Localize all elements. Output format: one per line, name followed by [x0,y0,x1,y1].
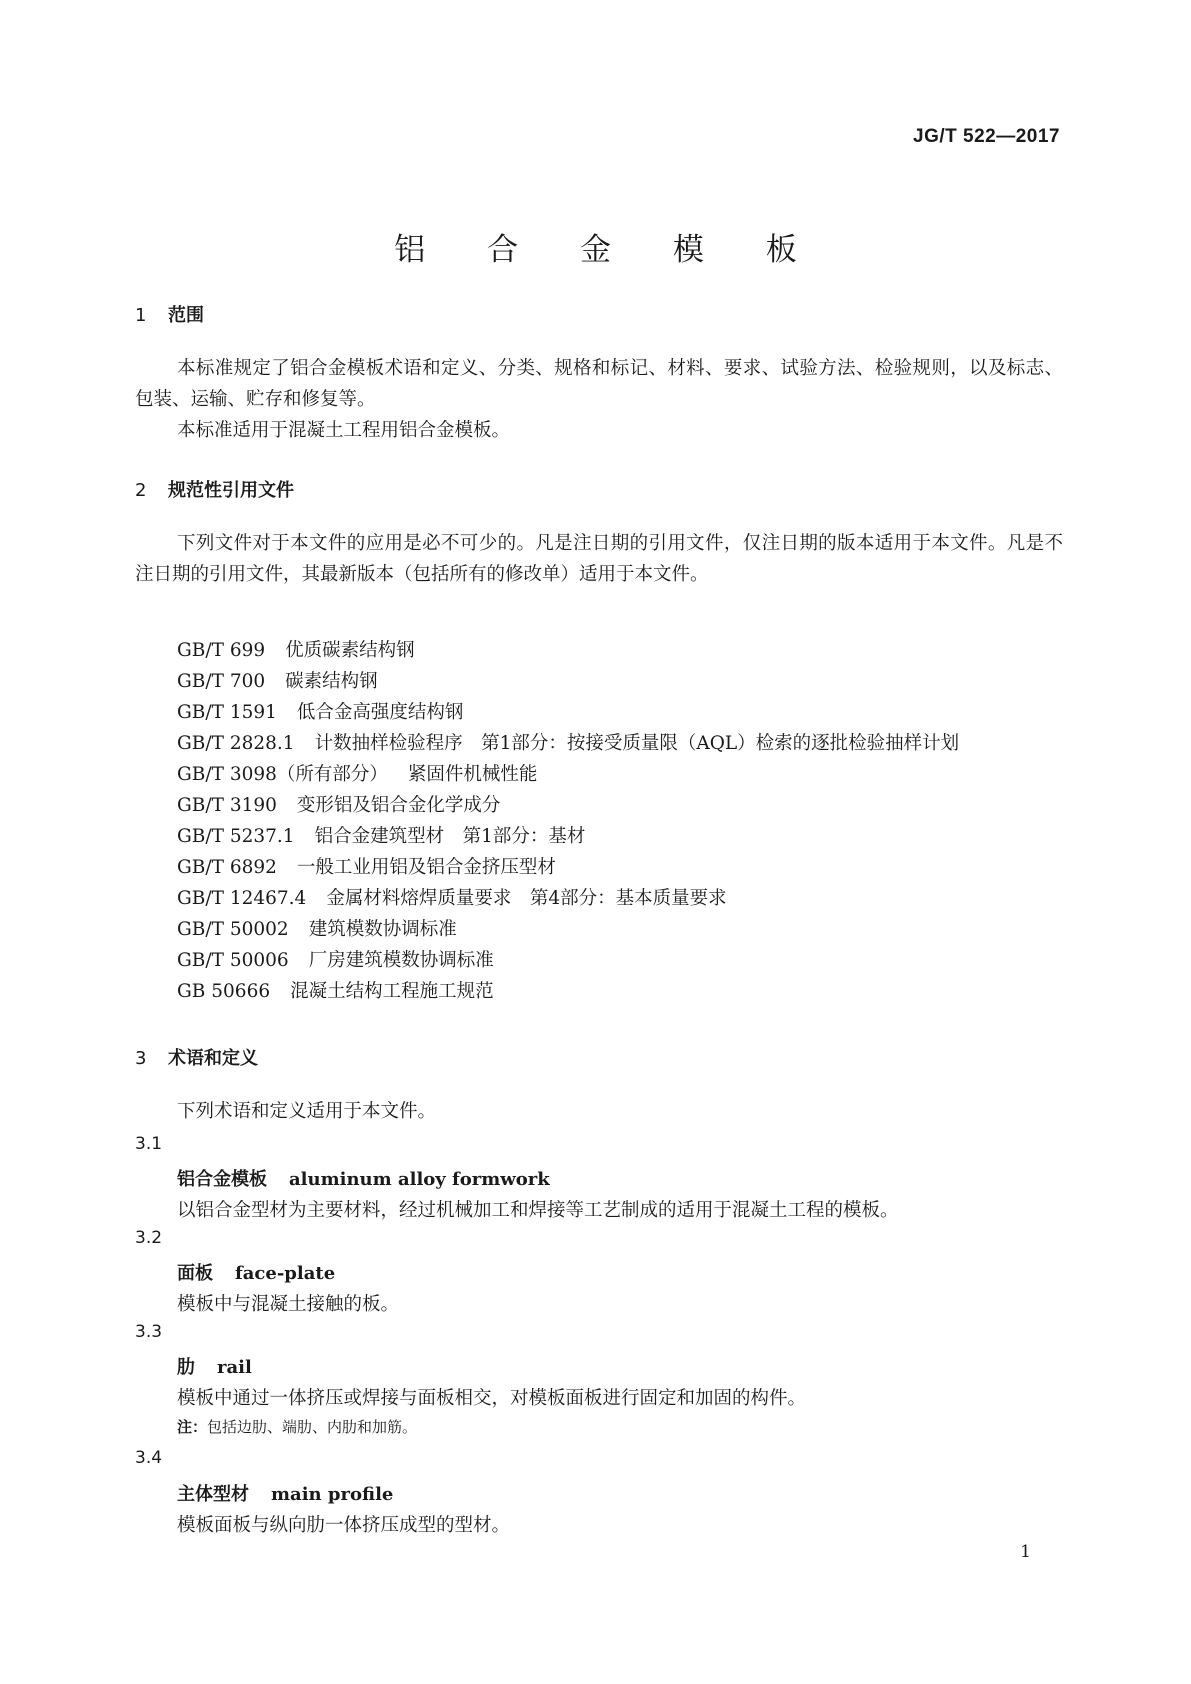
reference-item [177,821,959,852]
term-definition: 以铝合金型材为主要材料，经过机械加工和焊接等工艺制成的适用于混凝土工程的模板。 [177,1200,899,1221]
reference-item [177,728,959,759]
document-title: 铝 合 金 模 板 [394,232,823,268]
section-number: 2 [135,480,147,501]
reference-item [177,945,959,976]
reference-item [177,635,959,666]
term-zh: 主体型材 [177,1484,249,1505]
reference-title: 优质碳素结构钢 [285,640,415,661]
reference-code: GB/T 12467.4 [177,888,307,909]
term-en: aluminum alloy formwork [289,1169,550,1190]
reference-code: GB/T 2828.1 [177,733,295,754]
term-en: face-plate [235,1263,336,1284]
section-title: 范围 [168,305,204,326]
reference-code: GB/T 700 [177,671,266,692]
note-label: 注： [177,1418,208,1436]
term-heading [177,1480,393,1506]
paragraph: 下列术语和定义适用于本文件。 [177,1101,437,1122]
reference-item [177,759,959,790]
reference-item [177,790,959,821]
term-note [177,1416,417,1437]
reference-code: GB/T 6892 [177,857,277,878]
reference-title: 计数抽样检验程序 第1部分：按接受质量限（AQL）检索的逐批检验抽样计划 [314,733,960,754]
reference-item [177,976,959,1007]
reference-title: 金属材料熔焊质量要求 第4部分：基本质量要求 [326,888,727,909]
reference-title: 混凝土结构工程施工规范 [290,981,494,1002]
paragraph: 本标准适用于混凝土工程用铝合金模板。 [177,420,511,441]
section-number: 1 [135,305,147,326]
term-zh: 肋 [177,1357,195,1378]
reference-title: 一般工业用铝及铝合金挤压型材 [296,857,556,878]
term-definition: 模板中通过一体挤压或焊接与面板相交，对模板面板进行固定和加固的构件。 [177,1388,807,1409]
standard-number: JG/T 522—2017 [913,126,1060,147]
reference-title: 碳素结构钢 [285,671,378,692]
page-number: 1 [1020,1542,1031,1562]
reference-title: 低合金高强度结构钢 [296,702,464,723]
reference-title: 变形铝及铝合金化学成分 [296,795,501,816]
reference-item [177,883,959,914]
term-definition: 模板中与混凝土接触的板。 [177,1294,400,1315]
reference-list [177,635,959,1007]
section-title: 术语和定义 [168,1048,258,1069]
term-zh: 面板 [177,1263,213,1284]
reference-code: GB/T 3098（所有部分） [177,764,388,785]
section-number: 3 [135,1048,147,1069]
term-definition: 模板面板与纵向肋一体挤压成型的型材。 [177,1515,511,1536]
clause-number: 3.1 [135,1134,163,1154]
reference-item [177,697,959,728]
reference-code: GB/T 1591 [177,702,277,723]
clause-number: 3.3 [135,1322,163,1342]
term-zh: 铝合金模板 [177,1169,267,1190]
term-en: rail [217,1357,252,1378]
term-heading [177,1353,252,1379]
reference-title: 铝合金建筑型材 第1部分：基材 [314,826,586,847]
reference-item [177,914,959,945]
reference-item [177,666,959,697]
clause-number: 3.4 [135,1448,163,1468]
section-1-body [135,353,1063,446]
section-3-intro [135,1096,1063,1127]
section-2-heading [135,476,294,502]
term-heading [177,1259,335,1285]
paragraph: 下列文件对于本文件的应用是必不可少的。凡是注日期的引用文件，仅注日期的版本适用于本文件。凡是不注日期的引用文件，其最新版本（包括所有的修改单）适用于本文件。 [135,533,1063,585]
section-3-heading [135,1044,258,1070]
section-title: 规范性引用文件 [168,480,294,501]
reference-item [177,852,959,883]
reference-code: GB 50666 [177,981,271,1002]
note-text: 包括边肋、端肋、内肋和加筋。 [207,1418,418,1436]
reference-code: GB/T 50006 [177,950,289,971]
term-heading [177,1165,550,1191]
paragraph: 本标准规定了铝合金模板术语和定义、分类、规格和标记、材料、要求、试验方法、检验规则，以及标志、包装、运输、贮存和修复等。 [135,358,1063,410]
section-2-intro [135,528,1063,590]
reference-title: 紧固件机械性能 [407,764,538,785]
term-en: main profile [271,1484,394,1505]
reference-code: GB/T 3190 [177,795,277,816]
reference-title: 厂房建筑模数协调标准 [308,950,494,971]
clause-number: 3.2 [135,1228,163,1248]
reference-title: 建筑模数协调标准 [308,919,457,940]
reference-code: GB/T 699 [177,640,266,661]
reference-code: GB/T 5237.1 [177,826,295,847]
section-1-heading [135,301,204,327]
reference-code: GB/T 50002 [177,919,289,940]
